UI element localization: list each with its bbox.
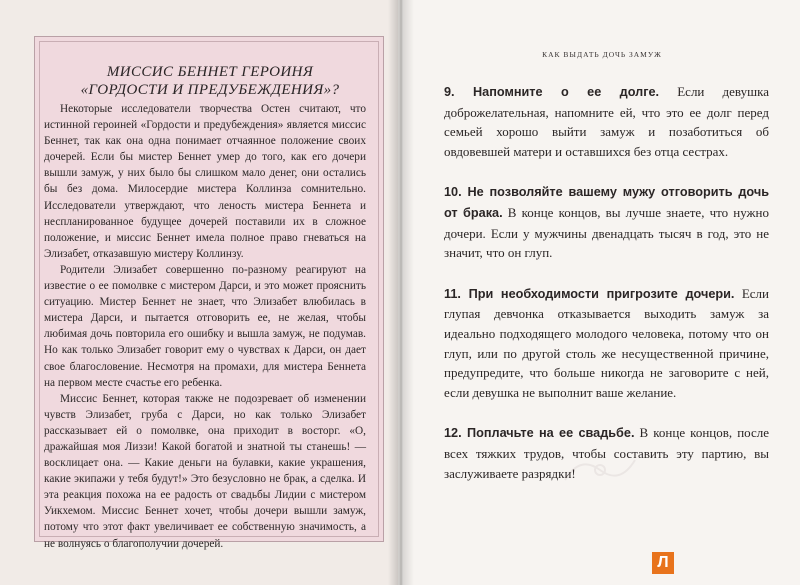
tip-text: В конце концов, после всех тяжких трудов, чтобы составить эту партию, вы заслуживаете разрядки!	[444, 425, 769, 481]
tip-item	[444, 182, 769, 262]
tip-heading: 9. Напомните о ее долге.	[444, 85, 660, 99]
sidebar-title-line2: «ГОРДОСТИ И ПРЕДУБЕЖДЕНИЯ»?	[80, 82, 340, 98]
tip-text: Если глупая девчонка отказывается выходить замуж за идеально подходящего молодого человека, потому что он глуп, или по другой столь же несущественной причине, предупредите, что больше никогда не заговорите с ней, если девушка не выполнит ваше желание.	[444, 285, 770, 400]
tip-item	[444, 284, 769, 403]
sidebar-paragraph: Родители Элизабет совершенно по-разному реагируют на известие о ее помолвке с мистером Дарси, и это может прояснить ситуацию. Мистер Беннет не знает, что Элизабет влюбилась в мистера Дарси, и пытается отговорить ее, не желая, чтобы любимая дочь повторила его ошибку и вышла замуж, не подумав. Но как только Элизабет говорит ему о чувствах к Дарси, он дает свое благословение. Несмотря на промахи, для мистера Беннета на первом месте счастье его ребенка.	[44, 263, 366, 389]
sidebar-paragraph: Некоторые исследователи творчества Остен считают, что истинной героиней «Гордости и предубеждения» является миссис Беннет, так как она одна понимает отчаянное положение своих дочерей. Если бы мистер Беннет умер до того, как его дочери вышли замуж, у них было бы слишком мало денег, они остались бы без дома. Милосердие мистера Коллинза сомнительно. Исследователи утверждают, что леность мистера Беннета и неспланированное будущее дочерей поставили их в сложное положение, и миссис Беннет имела полное право гневаться на Элизабет, отказавшую мистеру Коллинзу.	[44, 103, 366, 260]
sidebar-paragraph: Миссис Беннет, которая также не подозревает об изменении чувств Элизабет, груба с Дарси, но как только Элизабет рассказывает ей о помолвке, она приходит в восторг. «О, дражайшая моя Лиззи! Какой богатой и знатной ты станешь! — восклицает она. — Какие деньги на булавки, какие украшения, какие экипажи у тебя будут!» Это безусловно не брак, а сделка. И эта реакция похожа на ее радость от свадьбы Лидии с мистером Уикхемом. Миссис Беннет хочет, чтобы дочери вышли замуж, потому что этот факт увеличивает ее собственную значимость, а не волнуясь о благополучии дочерей.	[44, 392, 366, 550]
tips-list	[444, 82, 769, 504]
sidebar-text	[44, 101, 366, 552]
sidebar-title	[40, 63, 380, 99]
book-gutter	[388, 0, 414, 585]
tip-text: В конце концов, вы лучше знаете, что нужно дочери. Если у мужчины двенадцать тысяч в год, это не значит, что он глуп.	[444, 204, 769, 261]
tip-item	[444, 82, 769, 161]
tip-heading: 12. Поплачьте на ее свадьбе.	[444, 426, 635, 441]
ornament-icon	[560, 450, 640, 490]
tip-text: Если девушка доброжелательная, напомните ей, что это ее долг перед семьей хорошо выйти замуж и позаботиться об овдовевшей матери и оставшихся без отца сестрах.	[444, 84, 769, 159]
logo-letter: Л	[657, 554, 669, 571]
tip-heading: 10. Не позволяйте вашему мужу отговорить дочь от брака.	[444, 185, 769, 220]
running-head: КАК ВЫДАТЬ ДОЧЬ ЗАМУЖ	[542, 50, 662, 59]
labirint-logo-icon	[652, 552, 674, 574]
sidebar-title-line1: МИССИС БЕННЕТ ГЕРОИНЯ	[106, 64, 314, 80]
tip-heading: 11. При необходимости пригрозите дочери.	[444, 286, 735, 301]
